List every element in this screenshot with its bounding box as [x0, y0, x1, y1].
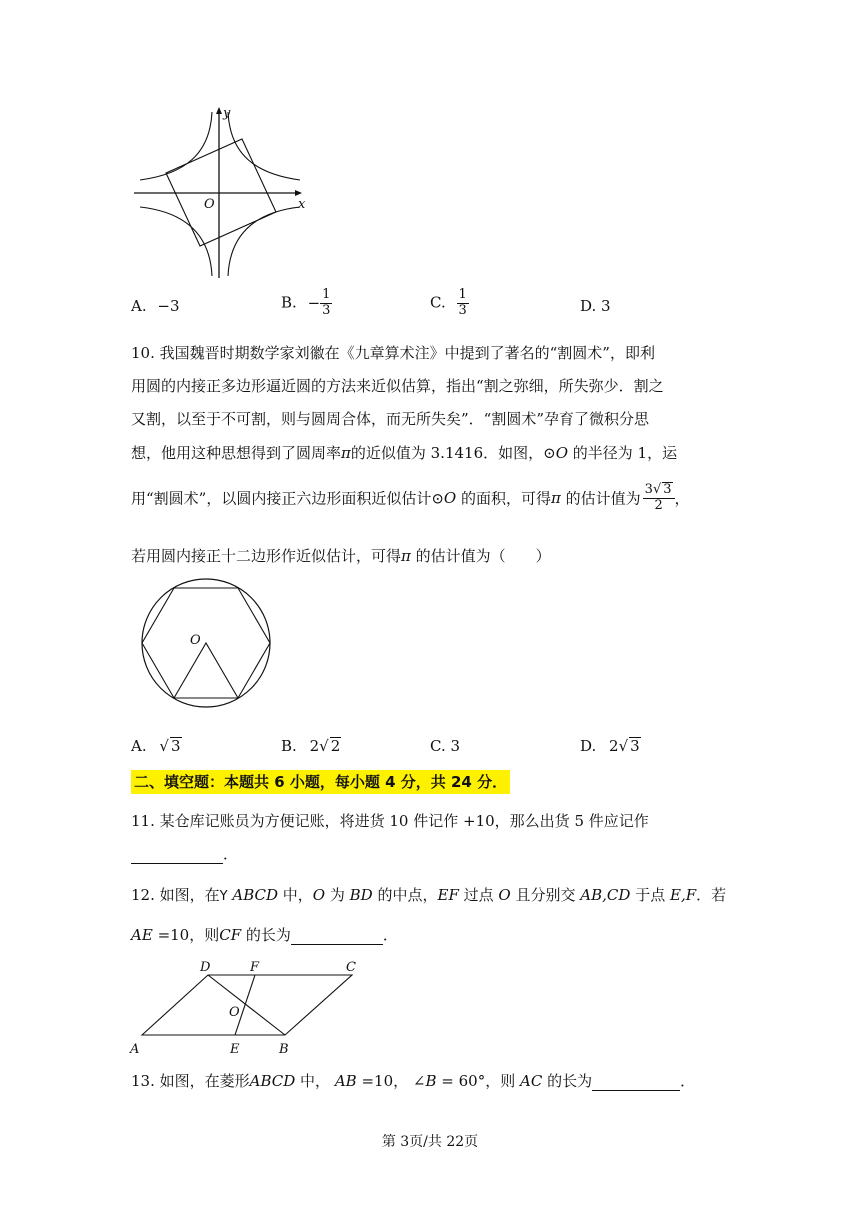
- fraction: $\frac{1}{3}$: [322, 287, 331, 318]
- q10-figure: [138, 576, 278, 714]
- option-sign: −: [307, 294, 321, 313]
- label-f: F: [250, 960, 260, 975]
- q9-option-a[interactable]: [131, 297, 180, 315]
- center-label: O: [190, 633, 201, 648]
- fraction: $\frac{1}{3}$: [458, 287, 467, 318]
- answer-blank[interactable]: [592, 1072, 680, 1091]
- origin-label: O: [204, 197, 215, 212]
- sqrt-icon: √: [652, 482, 662, 497]
- fraction-3-sqrt3-over-2: $\frac{3√ 3}{2}$: [643, 482, 675, 514]
- answer-blank[interactable]: [291, 926, 383, 945]
- option-letter: C.: [430, 293, 446, 312]
- page-footer: 第 3页/共 22页: [381, 1134, 479, 1150]
- q10-option-b[interactable]: B. 2√ 2: [281, 737, 341, 755]
- diagonal-bd: [208, 975, 285, 1035]
- q10-option-c[interactable]: C. 3: [430, 737, 461, 755]
- q10-line-2: 用圆的内接正多边形逼近圆的方法来近似估算，指出“割之弥细，所失弥少．割之: [131, 377, 664, 395]
- y-axis-label: y: [223, 106, 231, 121]
- sqrt-icon: √: [159, 737, 169, 755]
- option-letter: D.: [580, 737, 597, 755]
- q10-line-1: 10. 我国魏晋时期数学家刘徽在《九章算术注》中提到了著名的“割圆术”，即利: [131, 344, 655, 362]
- x-axis-arrow-icon: [295, 190, 302, 196]
- hyperbola-branch-lower-left: [140, 207, 212, 276]
- option-value: −3: [157, 297, 180, 315]
- hyperbola-branch-upper-left: [140, 112, 212, 180]
- label-o: O: [229, 1005, 240, 1020]
- option-letter: B.: [281, 737, 297, 755]
- label-a: A: [130, 1042, 140, 1057]
- sqrt-icon: √: [319, 737, 329, 755]
- q9-option-d[interactable]: D. 3: [580, 297, 611, 315]
- label-c: C: [346, 960, 356, 975]
- q9-option-b[interactable]: [281, 288, 332, 319]
- hyperbola-branch-upper-right: [228, 112, 300, 180]
- q10-line-3: 又割，以至于不可割，则与圆周合体，而无所失矣”．“割圆术”孕育了微积分思: [131, 410, 650, 428]
- parallelogram-symbol: Y: [219, 889, 228, 904]
- q12-figure: [128, 955, 368, 1057]
- q11-line-2: ．: [131, 843, 238, 864]
- option-letter: A.: [131, 737, 147, 755]
- q9-figure: [130, 104, 310, 282]
- q11-line-1: 11. 某仓库记账员为方便记账，将进货 10 件记作 +10，那么出货 5 件应记作: [131, 812, 649, 830]
- q12-line-2: AE =10，则CF 的长为 ．: [131, 926, 398, 944]
- x-axis-label: x: [298, 197, 306, 212]
- q10-option-a[interactable]: A. √ 3: [131, 737, 181, 755]
- option-letter: A.: [131, 297, 147, 315]
- triangle: [174, 643, 238, 698]
- q10-line-6: 若用圆内接正十二边形作近似估计，可得π 的估计值为（ ）: [131, 547, 551, 565]
- q9-option-c[interactable]: [430, 288, 469, 319]
- q10-line-4: 想，他用这种思想得到了圆周率π的近似值为 3.1416．如图，⊙O 的半径为 1，运: [131, 444, 678, 462]
- answer-blank[interactable]: [131, 845, 223, 864]
- label-b: B: [279, 1042, 289, 1057]
- label-d: D: [200, 960, 211, 975]
- y-axis-arrow-icon: [216, 107, 222, 114]
- q13-line-1: 13. 如图，在菱形ABCD 中， AB =10， ∠B = 60°，则 AC 的长为 ．: [131, 1072, 696, 1090]
- label-e: E: [230, 1042, 240, 1057]
- q10-line-5: 用“割圆术”，以圆内接正六边形面积近似估计⊙O 的面积，可得π 的估计值为 $\frac{3√ 3}{2}$ ，: [131, 482, 690, 513]
- sqrt-icon: √: [618, 737, 629, 755]
- section-header-fill-in: 二、填空题：本题共 6 小题，每小题 4 分，共 24 分．: [131, 770, 510, 794]
- q12-line-1: 12. 如图，在Y ABCD 中，O 为 BD 的中点，EF 过点 O 且分别交 AB,CD 于点 E,F．若: [131, 886, 727, 904]
- q10-option-d[interactable]: D. 2√ 3: [580, 737, 640, 755]
- option-letter: B.: [281, 293, 297, 312]
